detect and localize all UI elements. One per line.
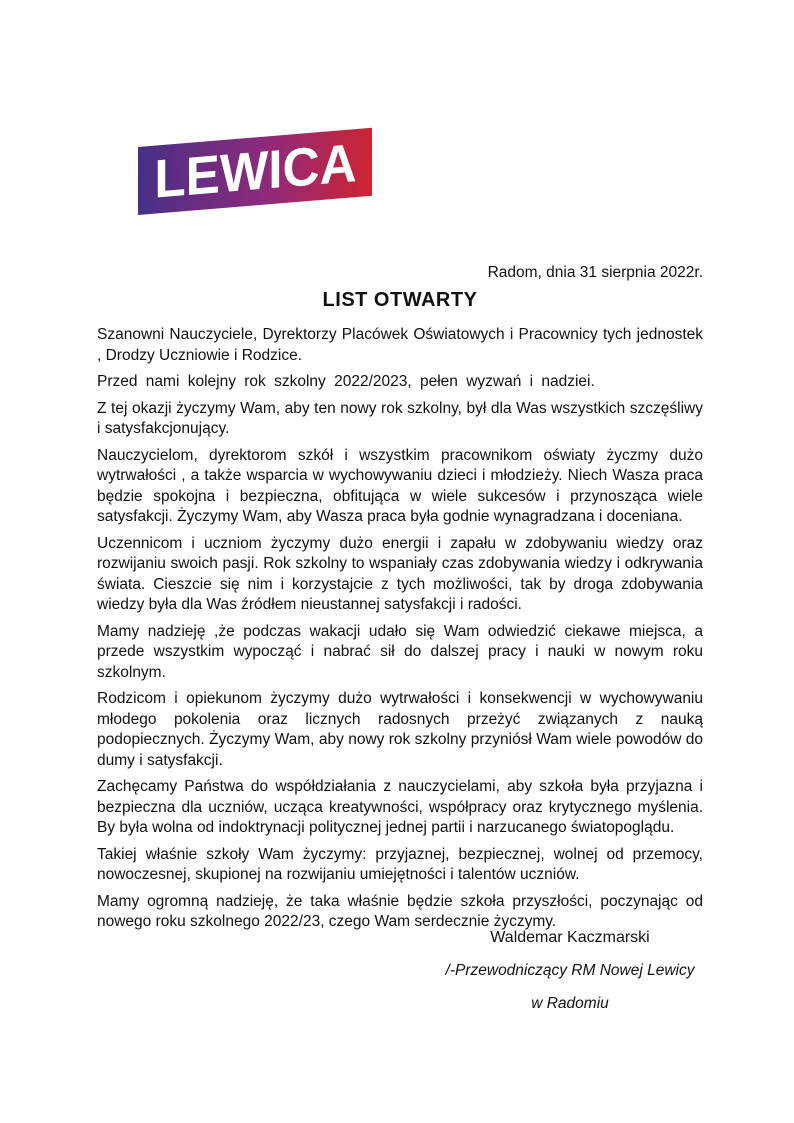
date-line: Radom, dnia 31 sierpnia 2022r. [487,264,703,281]
paragraph-holidays: Mamy nadzieję ,że podczas wakacji udało się Wam odwiedzić ciekawe miejsca, a przede wszystkim wypocząć i nabrać sił do dalszej pracy i nauki w nowym roku szkolnym. [97,622,703,681]
signature-block [420,928,720,1027]
paragraph-students: Uczennicom i uczniom życzymy dużo energii i zapału w zdobywaniu wiedzy oraz rozwijaniu swoich pasji. Rok szkolny to wspaniały czas zdobywania wiedzy i odkrywania świata. Cieszcie się nim i korzystajcie z tych możliwości, tak by droga zdobywania wiedzy była dla Was źródłem nieustannej satysfakcji i radości. [97,534,703,613]
signature-place: w Radomiu [531,995,609,1012]
paragraph-closing: Mamy ogromną nadzieję, że taka właśnie będzie szkoła przyszłości, poczynając od nowego roku szkolnego 2022/23, czego Wam serdecznie życzymy. [97,892,703,930]
paragraph-cooperation: Zachęcamy Państwa do współdziałania z nauczycielami, aby szkoła była przyjazna i bezpieczna dla uczniów, ucząca kreatywności, współpracy oraz krytycznego myślenia. By była wolna od indoktrynacji politycznej jednej partii i narzucanego światopoglądu. [97,778,703,836]
paragraph-salutation: Szanowni Nauczyciele, Dyrektorzy Placówek Oświatowych i Pracownicy tych jednostek , Drodzy Uczniowie i Rodzice. [97,326,703,364]
paragraph-teachers: Nauczycielom, dyrektorom szkół i wszystkim pracownikom oświaty życzmy dużo wytrwałości , a także wsparcia w wychowywaniu dzieci i młodzieży. Niech Wasza praca będzie spokojna i bezpieczna, obfitująca w wiele sukcesów i przynosząca wiele satysfakcji. Życzymy Wam, aby Wasza praca była godnie wynagradzana i doceniana. [97,446,703,525]
letter-body [97,325,703,939]
letter-title: LIST OTWARTY [322,289,478,311]
paragraph-school-vision: Takiej właśnie szkoły Wam życzymy: przyjaznej, bezpiecznej, wolnej od przemocy, nowoczesnej, skupionej na rozwijaniu umiejętności i talentów uczniów. [97,845,703,883]
signature-name: Waldemar Kaczmarski [490,929,650,946]
paragraph-wishes-all: Z tej okazji życzymy Wam, aby ten nowy rok szkolny, był dla Was wszystkich szczęśliwy i satysfakcjonujący. [97,399,703,437]
lewica-logo [138,128,372,215]
lewica-logo-text: LEWICA [153,133,357,210]
paragraph-new-school-year: Przed nami kolejny rok szkolny 2022/2023, pełen wyzwań i nadziei. [97,373,595,390]
signature-role: /-Przewodniczący RM Nowej Lewicy [445,962,695,979]
paragraph-parents: Rodzicom i opiekunom życzymy dużo wytrwałości i konsekwencji w wychowywaniu młodego pokolenia oraz licznych radosnych przeżyć związanych z nauką podopiecznych. Życzymy Wam, aby nowy rok szkolny przyniósł Wam wiele powodów do dumy i satysfakcji. [97,690,703,769]
